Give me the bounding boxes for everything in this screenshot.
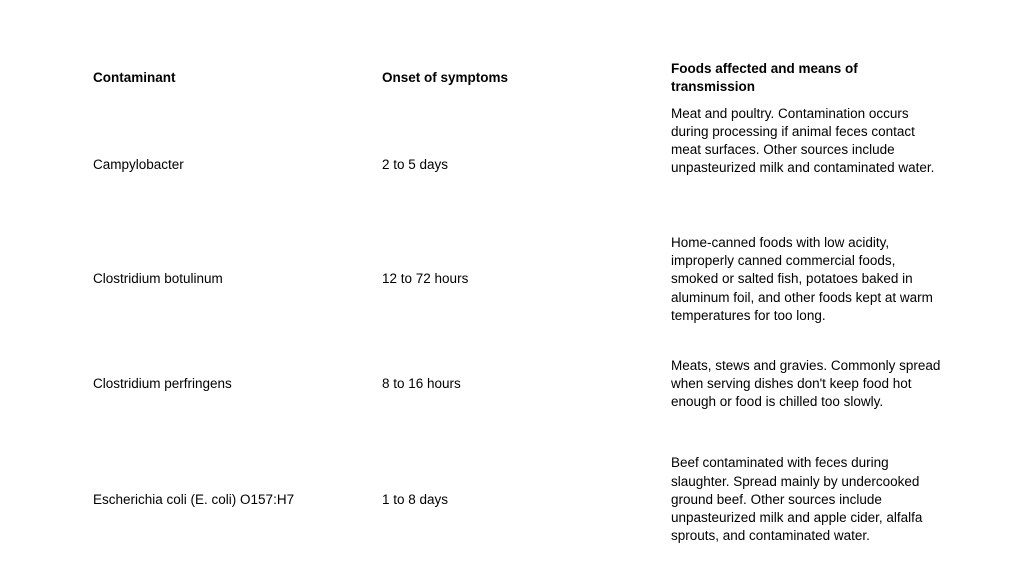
contaminant-cell: Clostridium botulinum [93, 271, 223, 287]
onset-cell: 12 to 72 hours [382, 271, 469, 287]
header-foods: Foods affected and means of transmission [671, 61, 858, 95]
onset-cell: 8 to 16 hours [382, 375, 461, 391]
onset-cell: 2 to 5 days [382, 156, 449, 172]
foods-cell: Beef contaminated with feces during slaughter. Spread mainly by undercooked ground beef. Other sources include unpasteurized milk and apple cider, alfalfa sprouts, and contaminated water. [671, 455, 923, 544]
header-onset: Onset of symptoms [382, 70, 509, 86]
onset-cell: 1 to 8 days [382, 491, 449, 507]
table-row [93, 96, 953, 234]
contaminant-cell: Campylobacter [93, 156, 184, 172]
foods-cell: Meats, stews and gravies. Commonly spread when serving dishes don't keep food hot enough or food is chilled too slowly. [671, 357, 941, 410]
table-row [93, 234, 953, 324]
contaminant-cell: Clostridium perfringens [93, 375, 232, 391]
header-contaminant: Contaminant [93, 70, 176, 86]
contaminant-cell: Escherichia coli (E. coli) O157:H7 [93, 491, 295, 507]
contaminant-table [93, 60, 953, 556]
foods-cell: Home-canned foods with low acidity, improperly canned commercial foods, smoked or salted fish, potatoes baked in aluminum foil, and other foods kept at warm temperatures for too long. [671, 235, 933, 323]
table-row [93, 444, 953, 556]
table-header-row [93, 60, 953, 96]
table-row [93, 324, 953, 444]
foods-cell: Meat and poultry. Contamination occurs during processing if animal feces contact meat surfaces. Other sources include unpasteurized milk and contaminated water. [671, 105, 935, 176]
